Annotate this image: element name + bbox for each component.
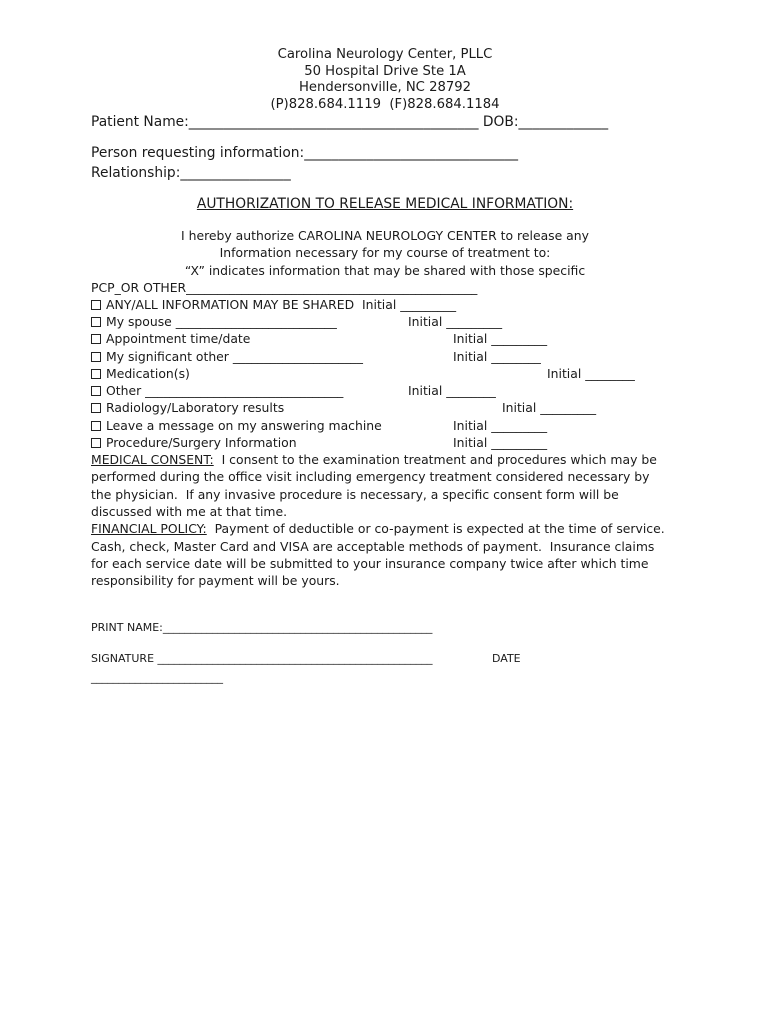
intro-line3: “X” indicates information that may be shared with those specific <box>184 263 586 278</box>
initial-group <box>453 348 541 365</box>
option-row <box>91 382 343 399</box>
option-row <box>91 330 250 347</box>
option-label: ANY/ALL INFORMATION MAY BE SHARED <box>106 297 355 312</box>
initial-label: Initial <box>502 400 537 415</box>
option-row <box>91 313 337 330</box>
signature-row <box>91 652 433 666</box>
checkbox[interactable] <box>91 403 101 413</box>
option-label: Appointment time/date <box>106 331 251 346</box>
checkbox[interactable] <box>91 421 101 431</box>
dob-field[interactable]: _____________ <box>518 114 609 130</box>
initial-group <box>408 382 496 399</box>
initial-label: Initial <box>453 349 488 364</box>
initial-field[interactable]: ________ <box>585 366 635 381</box>
initial-group <box>453 330 547 347</box>
relationship-field[interactable]: ________________ <box>180 165 291 181</box>
initial-field[interactable]: ________ <box>446 383 496 398</box>
org-name: Carolina Neurology Center, PLLC <box>277 47 493 62</box>
medical-consent-text: I consent to the examination treatment and procedures which may be <box>213 452 657 467</box>
checkbox[interactable] <box>91 300 101 310</box>
initial-label: Initial <box>362 297 397 312</box>
initial-field[interactable]: _________ <box>491 418 548 433</box>
checkbox[interactable] <box>91 334 101 344</box>
option-row <box>91 296 354 313</box>
address-line2: Hendersonville, NC 28792 <box>298 80 472 95</box>
option-blank[interactable]: ________________________________ <box>145 383 344 398</box>
medical-consent-heading: MEDICAL CONSENT: <box>91 452 214 467</box>
date-label: DATE <box>492 652 521 665</box>
initial-group <box>502 399 596 416</box>
initial-group <box>408 313 502 330</box>
initial-label: Initial <box>408 383 443 398</box>
option-label: Medication(s) <box>106 366 190 381</box>
option-label: Procedure/Surgery Information <box>106 435 297 450</box>
option-row <box>91 348 363 365</box>
address-line1: 50 Hospital Drive Ste 1A <box>304 64 466 79</box>
option-row <box>91 434 297 451</box>
intro-line2: Information necessary for my course of treatment to: <box>219 245 551 260</box>
financial-policy-line4: responsibility for payment will be yours. <box>91 573 340 588</box>
print-name-row <box>91 621 432 635</box>
phone-fax: (P)828.684.1119 (F)828.684.1184 <box>270 97 500 112</box>
option-label: My spouse <box>106 314 176 329</box>
checkbox[interactable] <box>91 438 101 448</box>
initial-field[interactable]: _________ <box>446 314 503 329</box>
initial-field[interactable]: ________ <box>491 349 541 364</box>
initial-field[interactable]: _________ <box>540 400 597 415</box>
patient-row <box>91 113 608 132</box>
initial-group <box>547 365 635 382</box>
option-blank[interactable]: __________________________ <box>175 314 337 329</box>
initial-label: Initial <box>408 314 443 329</box>
requestor-field[interactable]: _______________________________ <box>304 145 519 161</box>
financial-policy-line2: Cash, check, Master Card and VISA are acceptable methods of payment. Insurance claims <box>91 539 655 554</box>
initial-field[interactable]: _________ <box>491 435 548 450</box>
option-label: Radiology/Laboratory results <box>106 400 285 415</box>
financial-policy-heading: FINANCIAL POLICY: <box>91 521 207 536</box>
requestor-row <box>91 144 518 163</box>
signature-field[interactable]: __________________________________________________ <box>157 652 433 665</box>
signature-label: SIGNATURE <box>91 652 158 665</box>
medical-consent-line4: discussed with me at that time. <box>91 504 288 519</box>
initial-field[interactable]: _________ <box>400 297 457 312</box>
patient-name-field[interactable]: __________________________________________ <box>188 114 479 130</box>
option-row <box>91 417 382 434</box>
option-blank[interactable]: _____________________ <box>232 349 363 364</box>
initial-label: Initial <box>453 331 488 346</box>
initial-group <box>453 417 547 434</box>
checkbox[interactable] <box>91 352 101 362</box>
option-row <box>91 365 190 382</box>
medical-consent-line1 <box>91 451 657 468</box>
initial-group <box>362 296 456 313</box>
date-field[interactable]: ________________________ <box>91 671 223 684</box>
initial-label: Initial <box>547 366 582 381</box>
medical-consent-line3: the physician. If any invasive procedure is necessary, a specific consent form will be <box>91 487 619 502</box>
requestor-label: Person requesting information: <box>91 145 305 161</box>
checkbox[interactable] <box>91 386 101 396</box>
pcp-label: PCP_OR OTHER <box>91 280 187 295</box>
dob-label: DOB: <box>482 114 519 130</box>
financial-policy-line3: for each service date will be submitted to your insurance company twice after which time <box>91 556 649 571</box>
initial-field[interactable]: _________ <box>491 331 548 346</box>
relationship-label: Relationship: <box>91 165 181 181</box>
initial-label: Initial <box>453 435 488 450</box>
initial-group <box>453 434 547 451</box>
checkbox[interactable] <box>91 369 101 379</box>
option-label: My significant other <box>106 349 233 364</box>
option-row <box>91 399 284 416</box>
financial-policy-line1 <box>91 520 665 537</box>
pcp-field[interactable]: _______________________________________________ <box>186 280 478 295</box>
option-label: Leave a message on my answering machine <box>106 418 382 433</box>
print-name-field[interactable]: _________________________________________________ <box>162 621 433 634</box>
intro-line1: I hereby authorize CAROLINA NEUROLOGY CENTER to release any <box>181 228 589 243</box>
patient-name-label: Patient Name: <box>91 114 189 130</box>
checkbox[interactable] <box>91 317 101 327</box>
financial-policy-text: Payment of deductible or co-payment is expected at the time of service. <box>206 521 665 536</box>
relationship-row <box>91 164 291 183</box>
medical-consent-line2: performed during the office visit including emergency treatment considered necessary by <box>91 469 650 484</box>
pcp-row <box>91 279 477 296</box>
option-label: Other <box>106 383 146 398</box>
print-name-label: PRINT NAME: <box>91 621 163 634</box>
form-title: AUTHORIZATION TO RELEASE MEDICAL INFORMATION: <box>196 196 574 212</box>
initial-label: Initial <box>453 418 488 433</box>
